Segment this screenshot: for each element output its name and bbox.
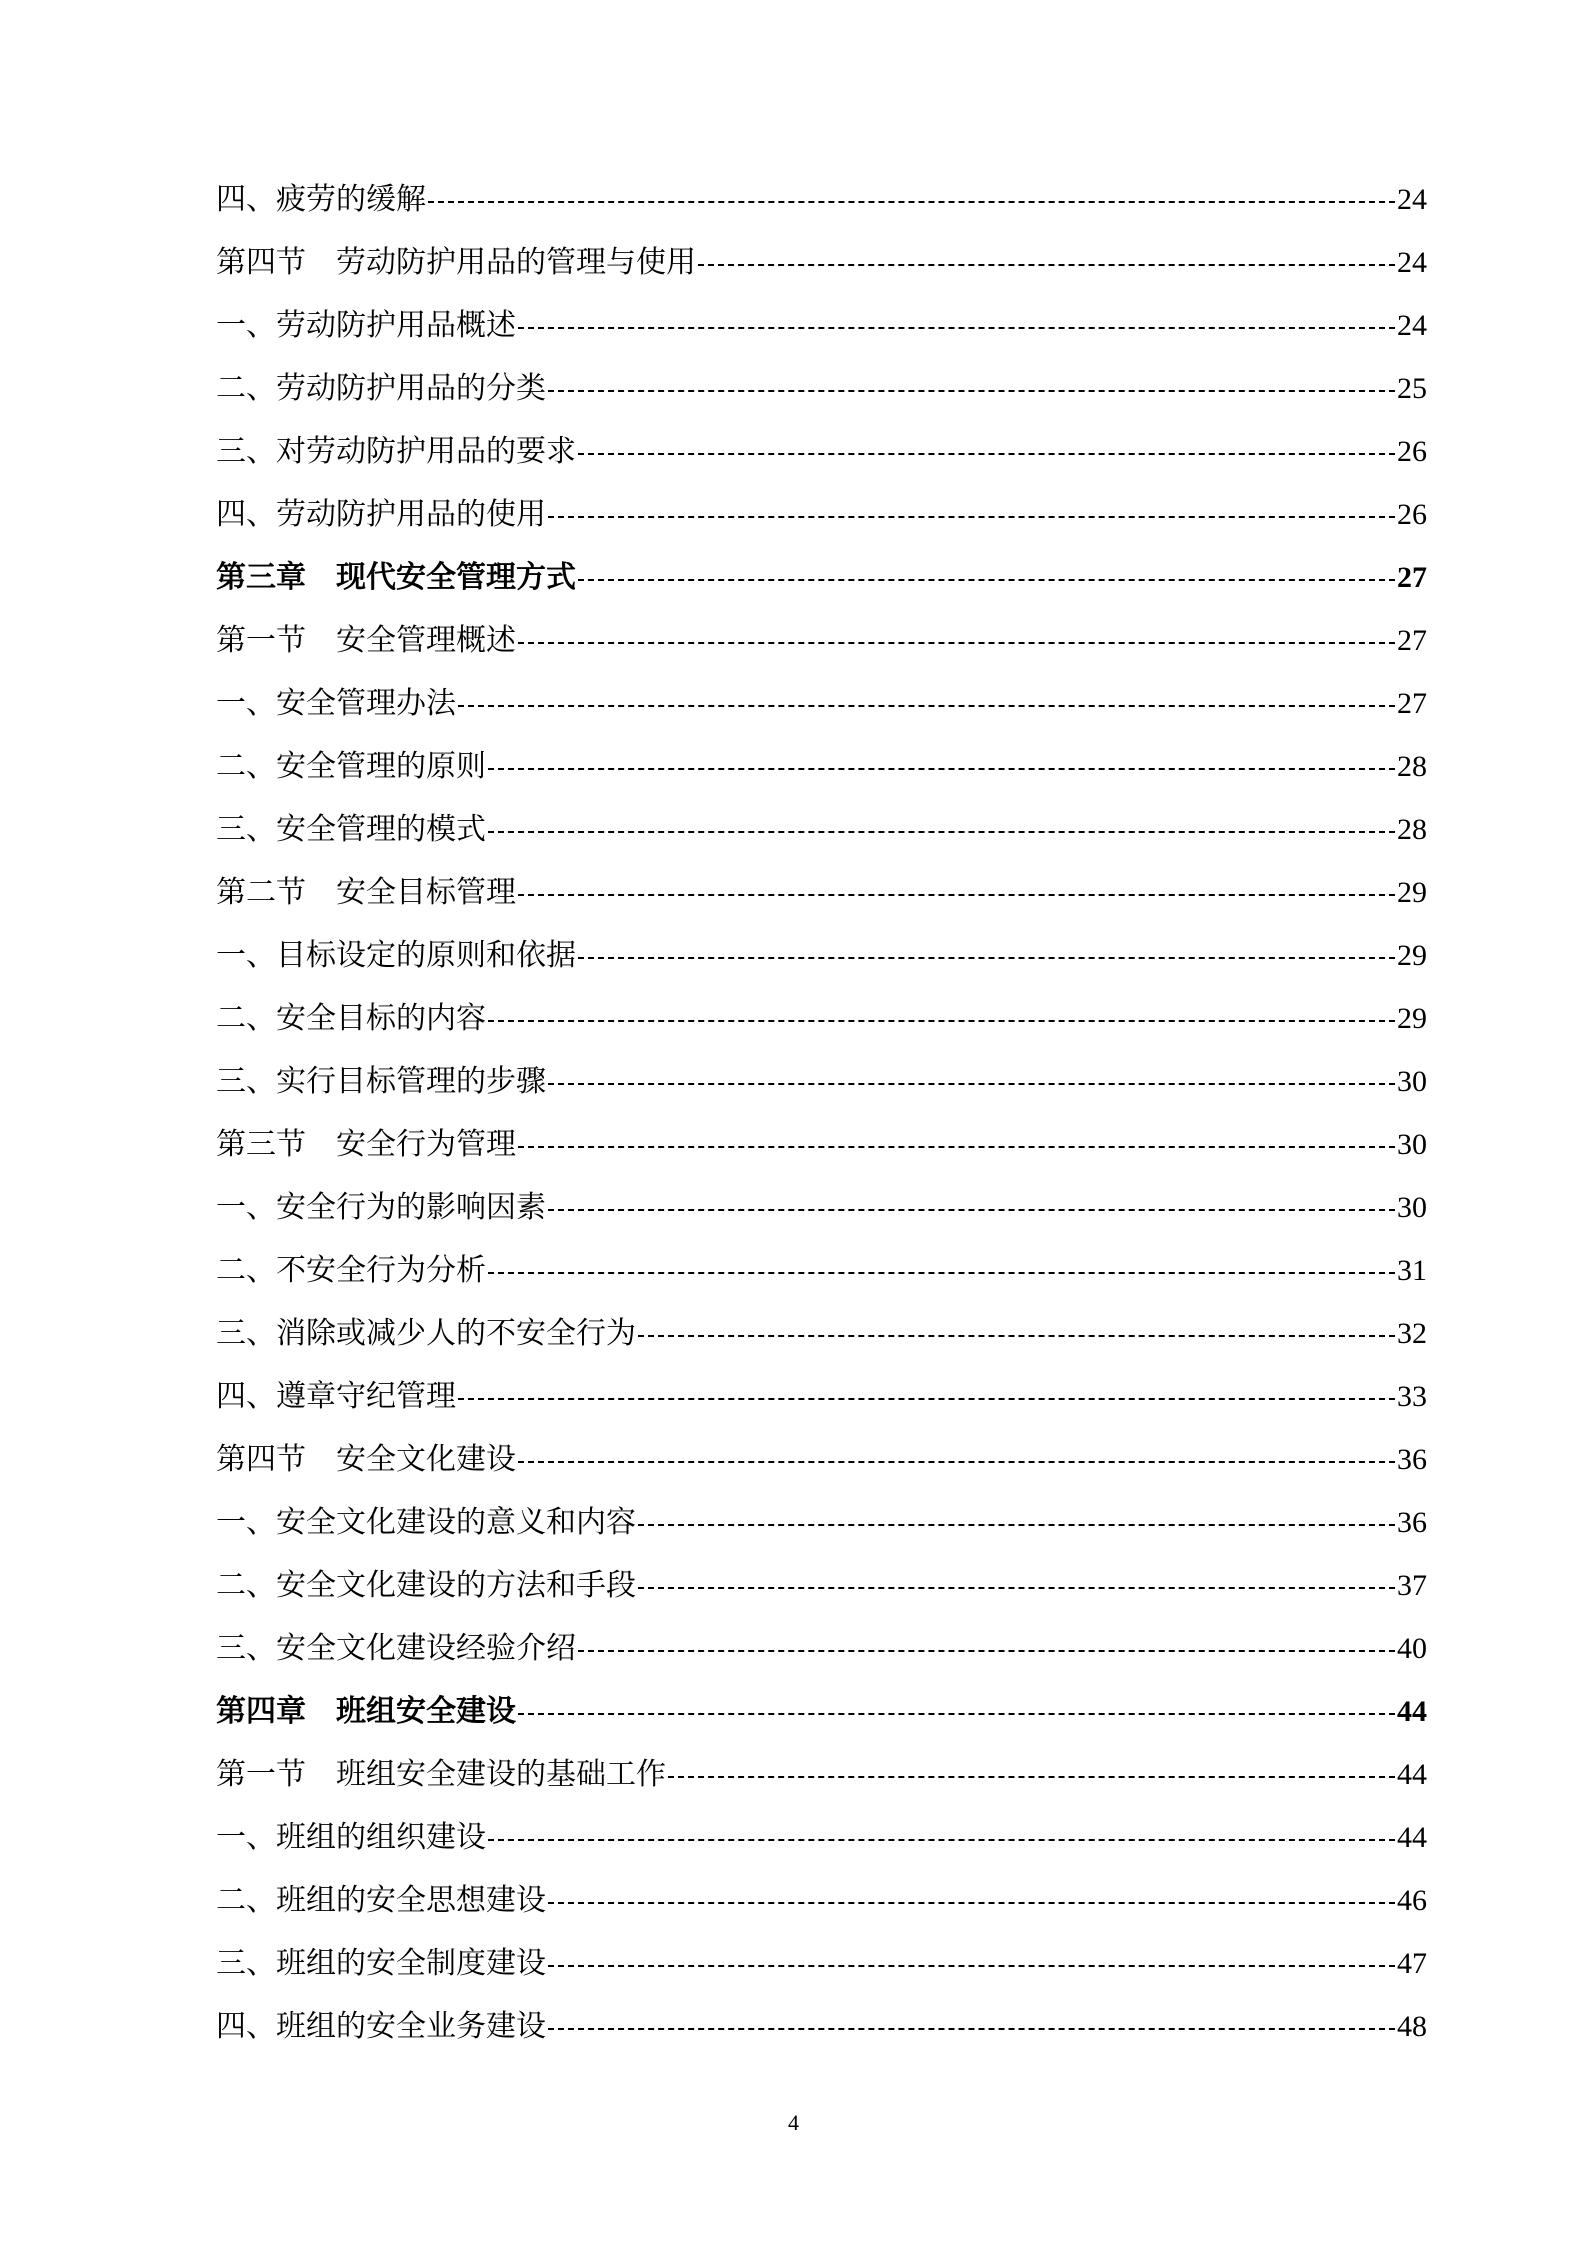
toc-entry-title: 三、消除或减少人的不安全行为 — [216, 1316, 636, 1351]
toc-entry-page: 29 — [1397, 939, 1427, 972]
toc-leader-line — [638, 1587, 1395, 1589]
toc-entry-item[interactable] — [216, 1617, 1427, 1680]
toc-entry-item[interactable] — [216, 798, 1427, 861]
toc-leader-line — [548, 516, 1395, 518]
toc-entry-title: 二、安全目标的内容 — [216, 1001, 486, 1036]
toc-leader-line — [578, 579, 1395, 581]
toc-entry-title: 二、劳动防护用品的分类 — [216, 371, 546, 406]
toc-entry-item[interactable] — [216, 1554, 1427, 1617]
toc-entry-title: 三、实行目标管理的步骤 — [216, 1064, 546, 1099]
toc-leader-line — [458, 1398, 1395, 1400]
toc-entry-page: 24 — [1397, 309, 1427, 342]
toc-entry-section[interactable] — [216, 861, 1427, 924]
table-of-contents — [216, 168, 1427, 2058]
toc-entry-item[interactable] — [216, 987, 1427, 1050]
toc-entry-page: 27 — [1397, 687, 1427, 720]
toc-entry-page: 37 — [1397, 1569, 1427, 1602]
toc-leader-line — [488, 1839, 1395, 1841]
toc-leader-line — [518, 894, 1395, 896]
toc-entry-page: 30 — [1397, 1128, 1427, 1161]
toc-entry-page: 29 — [1397, 876, 1427, 909]
toc-entry-title: 第四章 班组安全建设 — [216, 1694, 516, 1729]
toc-entry-title: 第一节 安全管理概述 — [216, 623, 516, 658]
toc-leader-line — [578, 957, 1395, 959]
toc-entry-item[interactable] — [216, 1365, 1427, 1428]
toc-entry-item[interactable] — [216, 1050, 1427, 1113]
toc-entry-section[interactable] — [216, 609, 1427, 672]
toc-entry-item[interactable] — [216, 1995, 1427, 2058]
toc-entry-chapter[interactable] — [216, 546, 1427, 609]
toc-entry-page: 24 — [1397, 246, 1427, 279]
toc-leader-line — [428, 201, 1395, 203]
toc-entry-title: 第四节 劳动防护用品的管理与使用 — [216, 245, 696, 280]
toc-entry-title: 四、遵章守纪管理 — [216, 1379, 456, 1414]
toc-entry-page: 29 — [1397, 1002, 1427, 1035]
toc-leader-line — [458, 705, 1395, 707]
toc-entry-item[interactable] — [216, 1491, 1427, 1554]
toc-leader-line — [518, 327, 1395, 329]
toc-entry-title: 第三章 现代安全管理方式 — [216, 560, 576, 595]
toc-entry-title: 一、劳动防护用品概述 — [216, 308, 516, 343]
toc-leader-line — [548, 2028, 1395, 2030]
toc-entry-page: 25 — [1397, 372, 1427, 405]
toc-entry-title: 第三节 安全行为管理 — [216, 1127, 516, 1162]
toc-entry-page: 32 — [1397, 1317, 1427, 1350]
toc-entry-title: 二、不安全行为分析 — [216, 1253, 486, 1288]
toc-entry-item[interactable] — [216, 168, 1427, 231]
toc-entry-title: 三、对劳动防护用品的要求 — [216, 434, 576, 469]
toc-entry-item[interactable] — [216, 294, 1427, 357]
toc-entry-page: 28 — [1397, 750, 1427, 783]
toc-entry-item[interactable] — [216, 672, 1427, 735]
toc-leader-line — [518, 1461, 1395, 1463]
toc-entry-section[interactable] — [216, 1743, 1427, 1806]
toc-leader-line — [488, 831, 1395, 833]
toc-leader-line — [578, 453, 1395, 455]
toc-leader-line — [578, 1650, 1395, 1652]
toc-entry-item[interactable] — [216, 1932, 1427, 1995]
toc-entry-page: 27 — [1397, 561, 1427, 594]
toc-entry-title: 一、安全管理办法 — [216, 686, 456, 721]
toc-entry-page: 40 — [1397, 1632, 1427, 1665]
toc-leader-line — [518, 1146, 1395, 1148]
toc-entry-item[interactable] — [216, 1869, 1427, 1932]
toc-entry-title: 第一节 班组安全建设的基础工作 — [216, 1757, 666, 1792]
toc-entry-item[interactable] — [216, 420, 1427, 483]
toc-entry-page: 31 — [1397, 1254, 1427, 1287]
toc-entry-page: 26 — [1397, 435, 1427, 468]
toc-leader-line — [518, 1713, 1395, 1715]
toc-entry-page: 24 — [1397, 183, 1427, 216]
toc-entry-item[interactable] — [216, 1239, 1427, 1302]
toc-entry-page: 30 — [1397, 1065, 1427, 1098]
toc-entry-page: 30 — [1397, 1191, 1427, 1224]
toc-leader-line — [638, 1524, 1395, 1526]
toc-entry-title: 二、安全管理的原则 — [216, 749, 486, 784]
toc-leader-line — [548, 1083, 1395, 1085]
toc-leader-line — [488, 1272, 1395, 1274]
toc-entry-title: 一、安全文化建设的意义和内容 — [216, 1505, 636, 1540]
toc-entry-page: 28 — [1397, 813, 1427, 846]
toc-leader-line — [548, 1209, 1395, 1211]
page-number: 4 — [788, 2110, 799, 2135]
toc-entry-page: 44 — [1397, 1695, 1427, 1728]
toc-entry-page: 33 — [1397, 1380, 1427, 1413]
toc-entry-title: 二、班组的安全思想建设 — [216, 1883, 546, 1918]
toc-entry-item[interactable] — [216, 1302, 1427, 1365]
toc-entry-item[interactable] — [216, 1806, 1427, 1869]
toc-entry-page: 36 — [1397, 1443, 1427, 1476]
toc-leader-line — [548, 390, 1395, 392]
toc-entry-title: 四、劳动防护用品的使用 — [216, 497, 546, 532]
toc-entry-page: 27 — [1397, 624, 1427, 657]
toc-entry-title: 第四节 安全文化建设 — [216, 1442, 516, 1477]
toc-entry-section[interactable] — [216, 1113, 1427, 1176]
toc-leader-line — [488, 768, 1395, 770]
toc-entry-title: 一、安全行为的影响因素 — [216, 1190, 546, 1225]
toc-entry-item[interactable] — [216, 357, 1427, 420]
toc-entry-title: 一、班组的组织建设 — [216, 1820, 486, 1855]
toc-entry-title: 二、安全文化建设的方法和手段 — [216, 1568, 636, 1603]
toc-entry-title: 三、班组的安全制度建设 — [216, 1946, 546, 1981]
toc-leader-line — [518, 642, 1395, 644]
toc-leader-line — [488, 1020, 1395, 1022]
toc-entry-title: 三、安全管理的模式 — [216, 812, 486, 847]
toc-leader-line — [668, 1776, 1395, 1778]
toc-entry-page: 44 — [1397, 1758, 1427, 1791]
toc-entry-section[interactable] — [216, 1428, 1427, 1491]
toc-leader-line — [698, 264, 1395, 266]
toc-entry-title: 四、班组的安全业务建设 — [216, 2009, 546, 2044]
toc-entry-title: 三、安全文化建设经验介绍 — [216, 1631, 576, 1666]
toc-entry-item[interactable] — [216, 1176, 1427, 1239]
toc-entry-page: 48 — [1397, 2010, 1427, 2043]
toc-entry-item[interactable] — [216, 483, 1427, 546]
toc-entry-item[interactable] — [216, 735, 1427, 798]
toc-entry-title: 第二节 安全目标管理 — [216, 875, 516, 910]
toc-entry-section[interactable] — [216, 231, 1427, 294]
toc-entry-page: 26 — [1397, 498, 1427, 531]
toc-leader-line — [638, 1335, 1395, 1337]
toc-entry-item[interactable] — [216, 924, 1427, 987]
toc-entry-page: 36 — [1397, 1506, 1427, 1539]
toc-entry-title: 一、目标设定的原则和依据 — [216, 938, 576, 973]
toc-entry-page: 46 — [1397, 1884, 1427, 1917]
toc-leader-line — [548, 1965, 1395, 1967]
toc-entry-title: 四、疲劳的缓解 — [216, 182, 426, 217]
toc-entry-chapter[interactable] — [216, 1680, 1427, 1743]
toc-entry-page: 47 — [1397, 1947, 1427, 1980]
toc-entry-page: 44 — [1397, 1821, 1427, 1854]
toc-leader-line — [548, 1902, 1395, 1904]
